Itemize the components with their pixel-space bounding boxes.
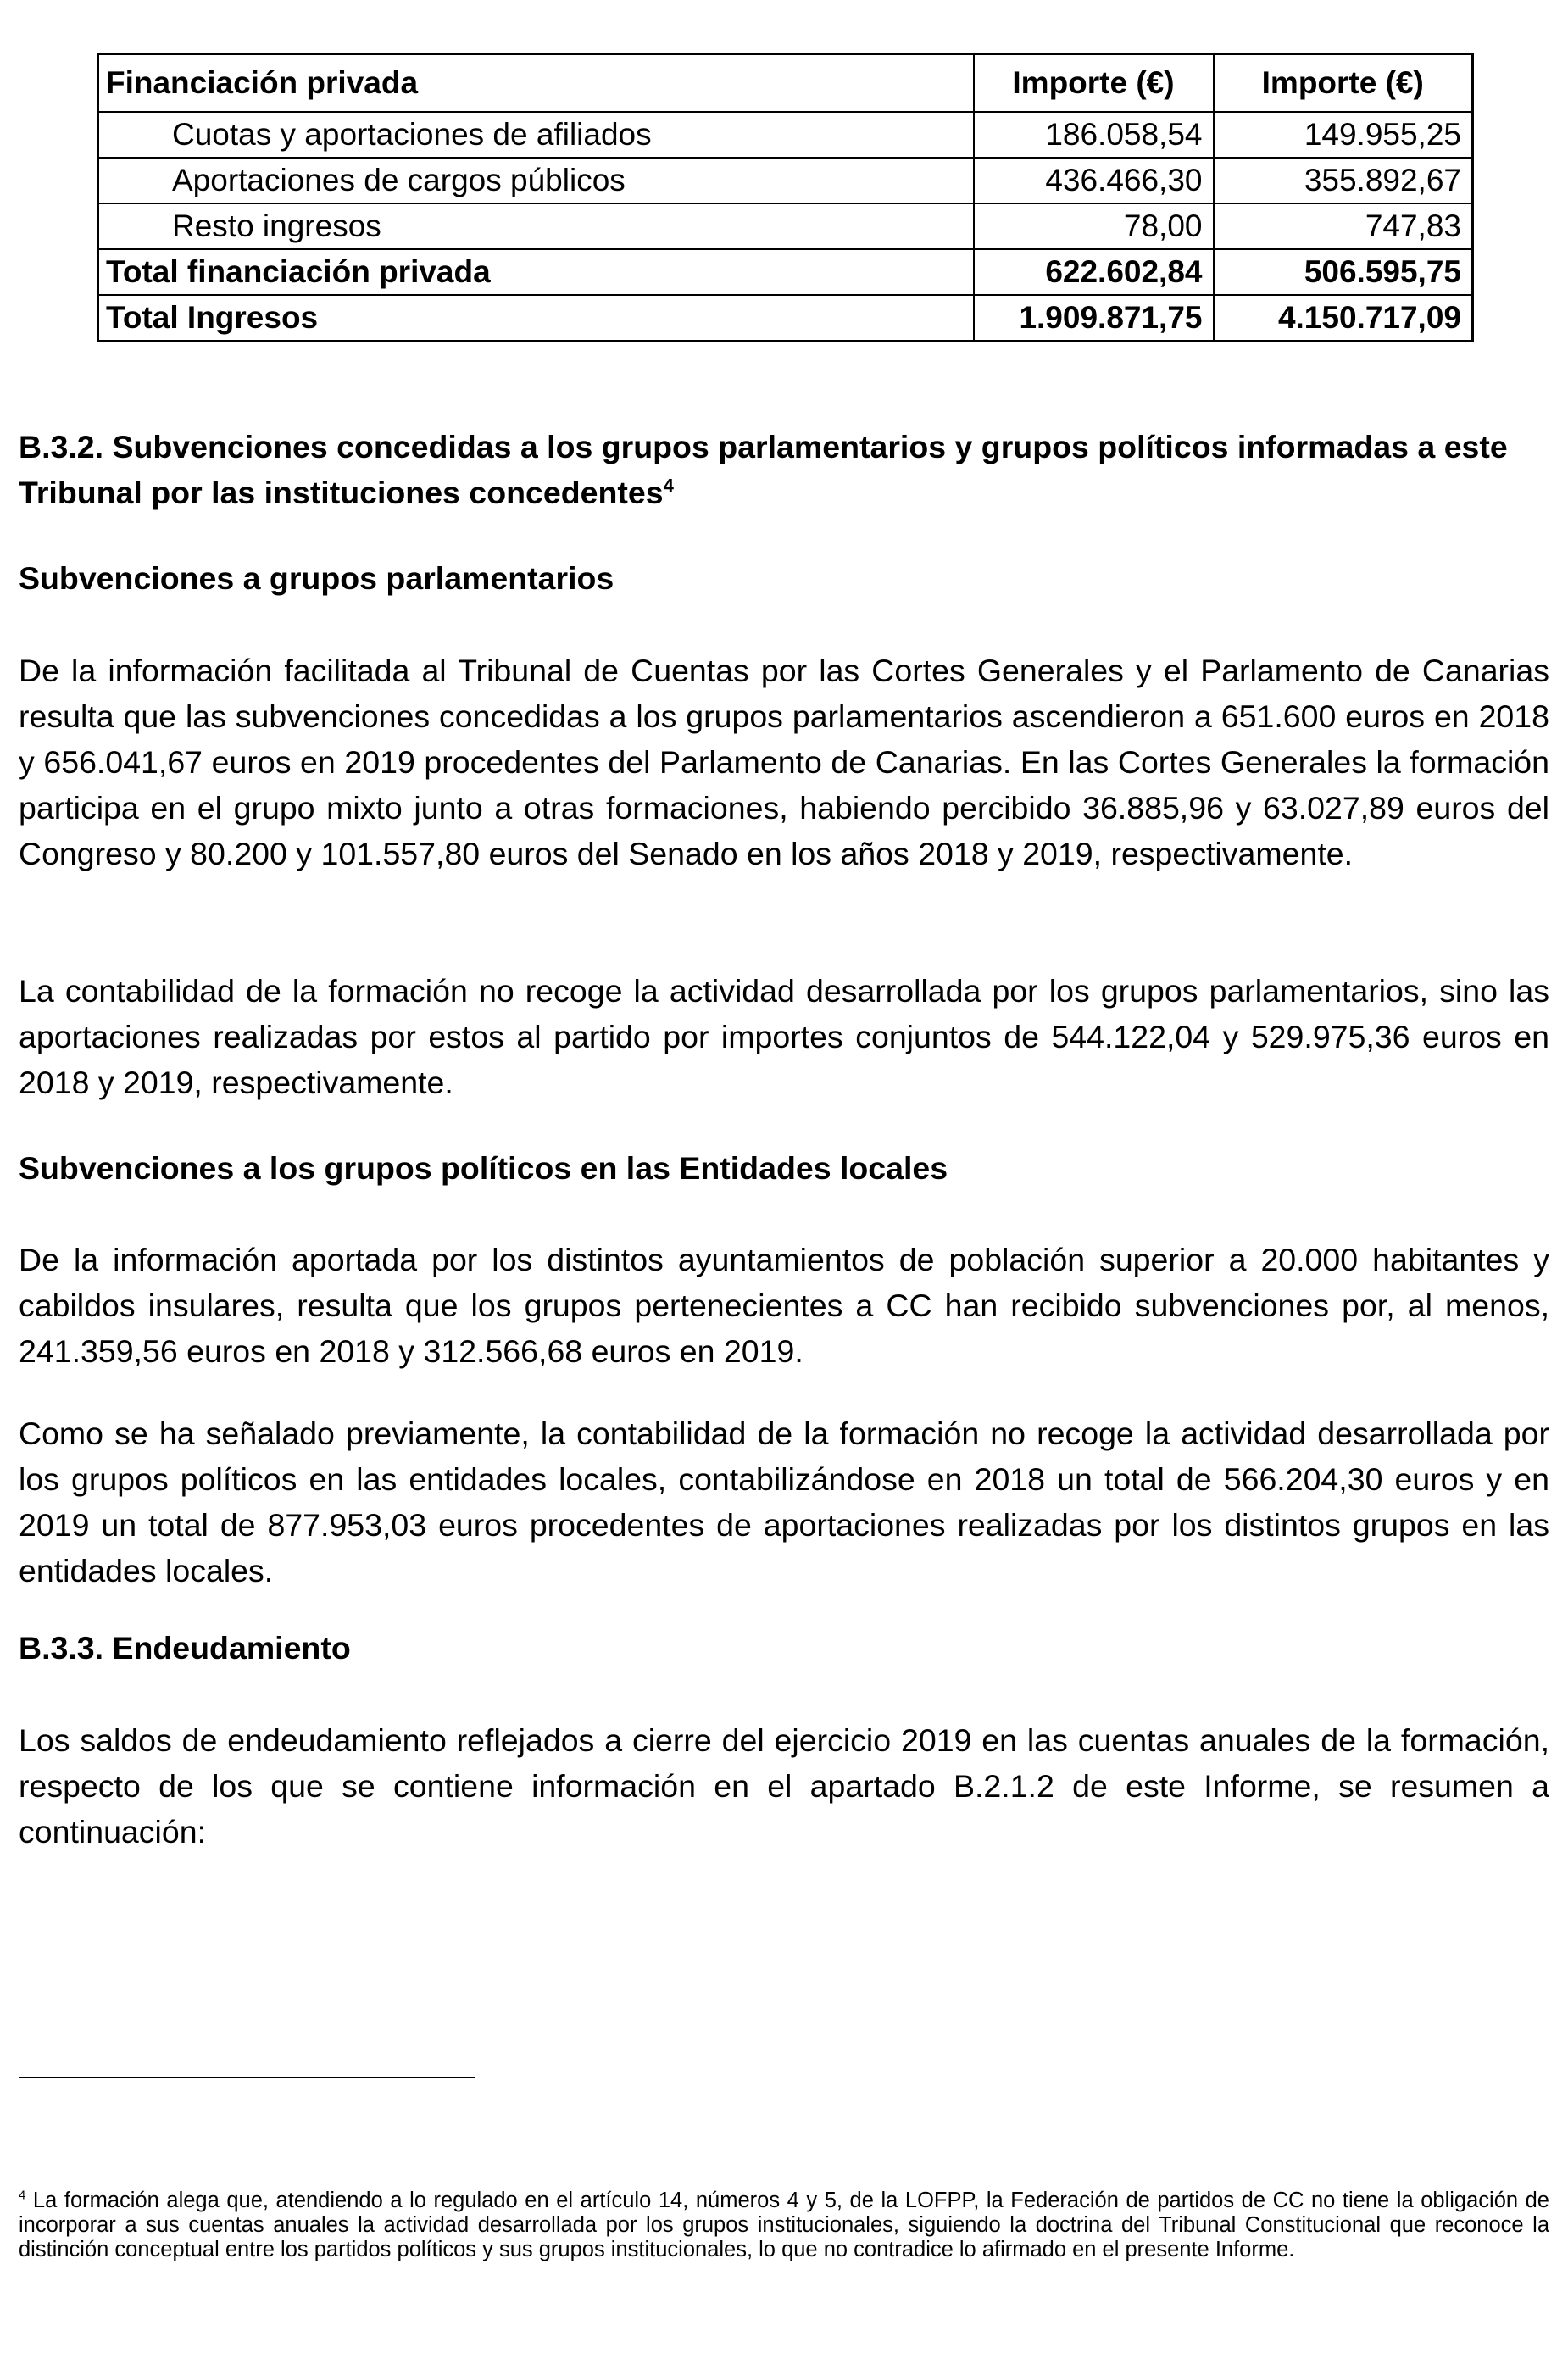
table-row-total-private [98,249,1473,295]
paragraph-local-2: Como se ha señalado previamente, la contabilidad de la formación no recoge la actividad desarrollada por los grupos políticos en las entidades locales, contabilizándose en 2018 un total de 566.204,30 euros y en 2019 un total de 877.953,03 euros procedentes de aportaciones realizadas por los distintos grupos en las entidades locales. [19,1416,1549,1588]
row-concept: Total Ingresos [98,295,974,342]
subheading-local-groups: Subvenciones a los grupos políticos en las Entidades locales [19,1150,948,1186]
footnote-reference: 4 [663,475,674,497]
table-row [98,203,1473,249]
paragraph-parliamentary-1: De la información facilitada al Tribunal de Cuentas por las Cortes Generales y el Parlamento de Canarias resulta que las subvenciones concedidas a los grupos parlamentarios ascendieron a 651.600 euros en 2018 y 656.041,67 euros en 2019 procedentes del Parlamento de Canarias. En las Cortes Generales la formación participa en el grupo mixto junto a otras formaciones, habiendo percibido 36.885,96 y 63.027,89 euros del Congreso y 80.200 y 101.557,80 euros del Senado en los años 2018 y 2019, respectivamente. [19,653,1549,871]
row-amount-2: 355.892,67 [1214,158,1473,203]
footnote-text: La formación alega que, atendiendo a lo regulado en el artículo 14, números 4 y 5, de la LOFPP, la Federación de partidos de CC no tiene la obligación de incorporar a sus cuentas anuales la actividad desarrollada por los grupos institucionales, siguiendo la doctrina del Tribunal Constitucional que reconoce la distinción conceptual entre los partidos políticos y sus grupos institucionales, lo que no contradice lo afirmado en el presente Informe. [19,2189,1549,2261]
header-concept: Financiación privada [98,54,974,113]
table-row [98,112,1473,158]
footnote-separator [19,2077,475,2078]
private-financing-table [97,53,1474,342]
row-amount-1: 436.466,30 [974,158,1214,203]
section-title-b332 [19,424,1549,515]
row-amount-2: 149.955,25 [1214,112,1473,158]
subheading-parliamentary-groups: Subvenciones a grupos parlamentarios [19,560,614,596]
row-amount-1: 622.602,84 [974,249,1214,295]
row-concept: Total financiación privada [98,249,974,295]
table-row [98,158,1473,203]
row-concept: Resto ingresos [98,203,974,249]
footnote [19,2189,1549,2262]
header-amount-1: Importe (€) [974,54,1214,113]
row-amount-2: 747,83 [1214,203,1473,249]
paragraph-parliamentary-2: La contabilidad de la formación no recoge la actividad desarrollada por los grupos parlamentarios, sino las aportaciones realizadas por estos al partido por importes conjuntos de 544.122,04 y 529.975,36 euros en 2018 y 2019, respectivamente. [19,973,1549,1100]
table-row-total-income [98,295,1473,342]
row-amount-1: 1.909.871,75 [974,295,1214,342]
section-title-b332-text: B.3.2. Subvenciones concedidas a los grupos parlamentarios y grupos políticos informadas a este Tribunal por las instituciones concedentes [19,429,1508,510]
paragraph-debt: Los saldos de endeudamiento reflejados a cierre del ejercicio 2019 en las cuentas anuales de la formación, respecto de los que se contiene información en el apartado B.2.1.2 de este Informe, se resumen a continuación: [19,1722,1549,1850]
row-concept: Cuotas y aportaciones de afiliados [98,112,974,158]
section-title-b333: B.3.3. Endeudamiento [19,1630,351,1666]
row-amount-1: 78,00 [974,203,1214,249]
row-amount-2: 506.595,75 [1214,249,1473,295]
row-concept: Aportaciones de cargos públicos [98,158,974,203]
paragraph-local-1: De la información aportada por los distintos ayuntamientos de población superior a 20.000 habitantes y cabildos insulares, resulta que los grupos pertenecientes a CC han recibido subvenciones por, al menos, 241.359,56 euros en 2018 y 312.566,68 euros en 2019. [19,1242,1549,1369]
footnote-number: 4 [19,2188,26,2203]
row-amount-2: 4.150.717,09 [1214,295,1473,342]
table-header-row [98,54,1473,113]
header-amount-2: Importe (€) [1214,54,1473,113]
row-amount-1: 186.058,54 [974,112,1214,158]
